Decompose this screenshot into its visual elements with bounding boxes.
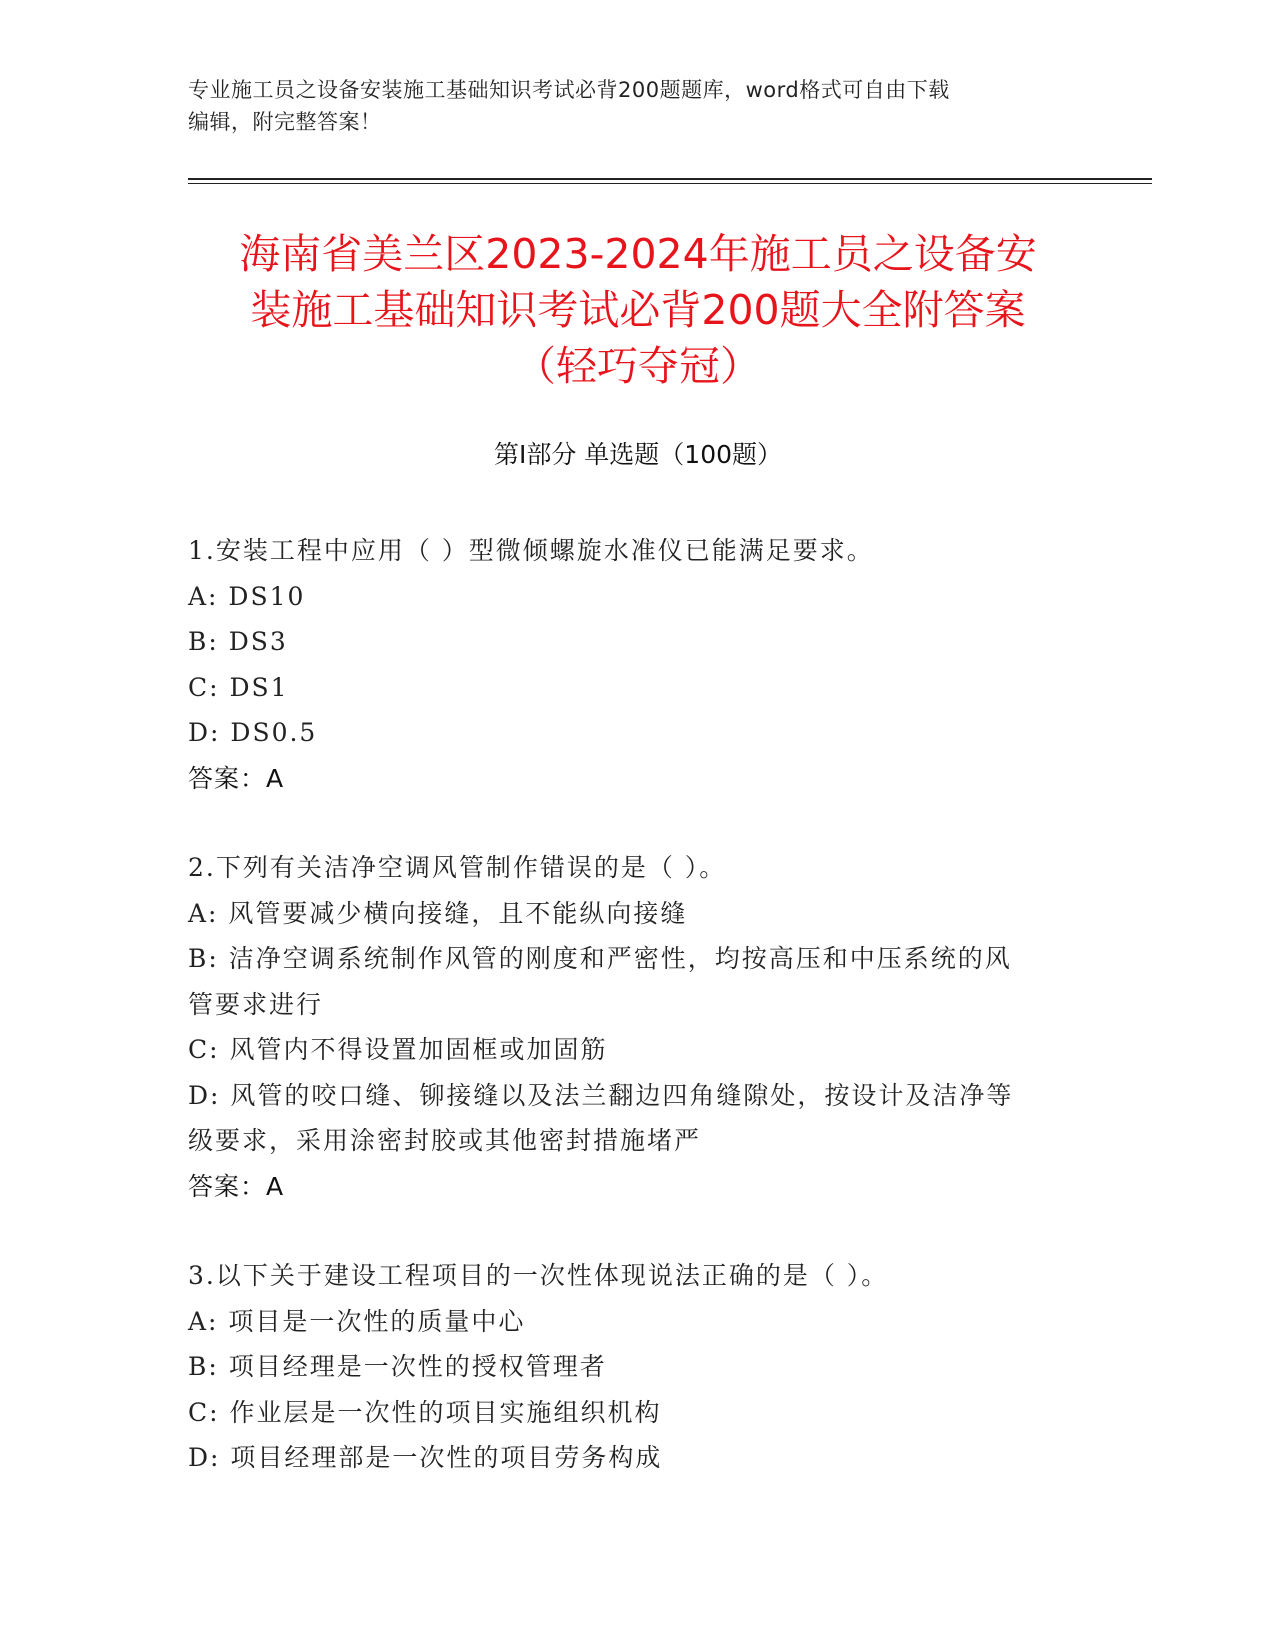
option-d: D: DS0.5 — [188, 718, 318, 747]
header-divider-thin — [188, 183, 1152, 184]
document-title-line-1: 海南省美兰区2023-2024年施工员之设备安 — [239, 230, 1037, 278]
option-c: C: DS1 — [188, 672, 289, 702]
question-1 — [188, 528, 1088, 801]
question-stem: 2.下列有关洁净空调风管制作错误的是（ ）。 — [188, 853, 727, 882]
document-title-line-3: （轻巧夺冠） — [515, 342, 761, 390]
option-a: A: 项目是一次性的质量中心 — [188, 1306, 526, 1336]
header-divider-thick — [188, 178, 1152, 180]
option-a: A: DS10 — [188, 581, 306, 611]
answer-label: 答案：A — [188, 1171, 285, 1201]
document-title — [178, 226, 1098, 394]
header-note-line-1: 专业施工员之设备安装施工基础知识考试必背200题题库，word格式可自由下载 — [188, 78, 950, 102]
option-c: C: 作业层是一次性的项目实施组织机构 — [188, 1397, 662, 1427]
option-a: A: 风管要减少横向接缝，且不能纵向接缝 — [188, 898, 688, 928]
question-list — [188, 528, 1088, 1525]
question-stem: 1.安装工程中应用（ ）型微倾螺旋水准仪已能满足要求。 — [188, 536, 874, 565]
option-b: B: 项目经理是一次性的授权管理者 — [188, 1352, 607, 1381]
question-2 — [188, 845, 1088, 1209]
question-3 — [188, 1253, 1088, 1481]
header-note — [188, 74, 1088, 138]
question-stem: 3.以下关于建设工程项目的一次性体现说法正确的是（ ）。 — [188, 1261, 889, 1290]
option-d: D: 风管的咬口缝、铆接缝以及法兰翻边四角缝隙处，按设计及洁净等 — [188, 1080, 1014, 1110]
option-c: C: 风管内不得设置加固框或加固筋 — [188, 1035, 608, 1064]
header-note-line-2: 编辑，附完整答案！ — [188, 110, 382, 134]
option-d-continued: 级要求，采用涂密封胶或其他密封措施堵严 — [188, 1126, 702, 1155]
section-heading: 第Ⅰ部分 单选题（100题） — [493, 440, 783, 469]
answer-label: 答案：A — [188, 763, 285, 793]
option-b-continued: 管要求进行 — [188, 989, 324, 1019]
option-b: B: 洁净空调系统制作风管的刚度和严密性，均按高压和中压系统的风 — [188, 944, 1012, 973]
document-title-line-2: 装施工基础知识考试必背200题大全附答案 — [250, 286, 1026, 334]
option-d: D: 项目经理部是一次性的项目劳务构成 — [188, 1443, 663, 1472]
option-b: B: DS3 — [188, 627, 288, 656]
